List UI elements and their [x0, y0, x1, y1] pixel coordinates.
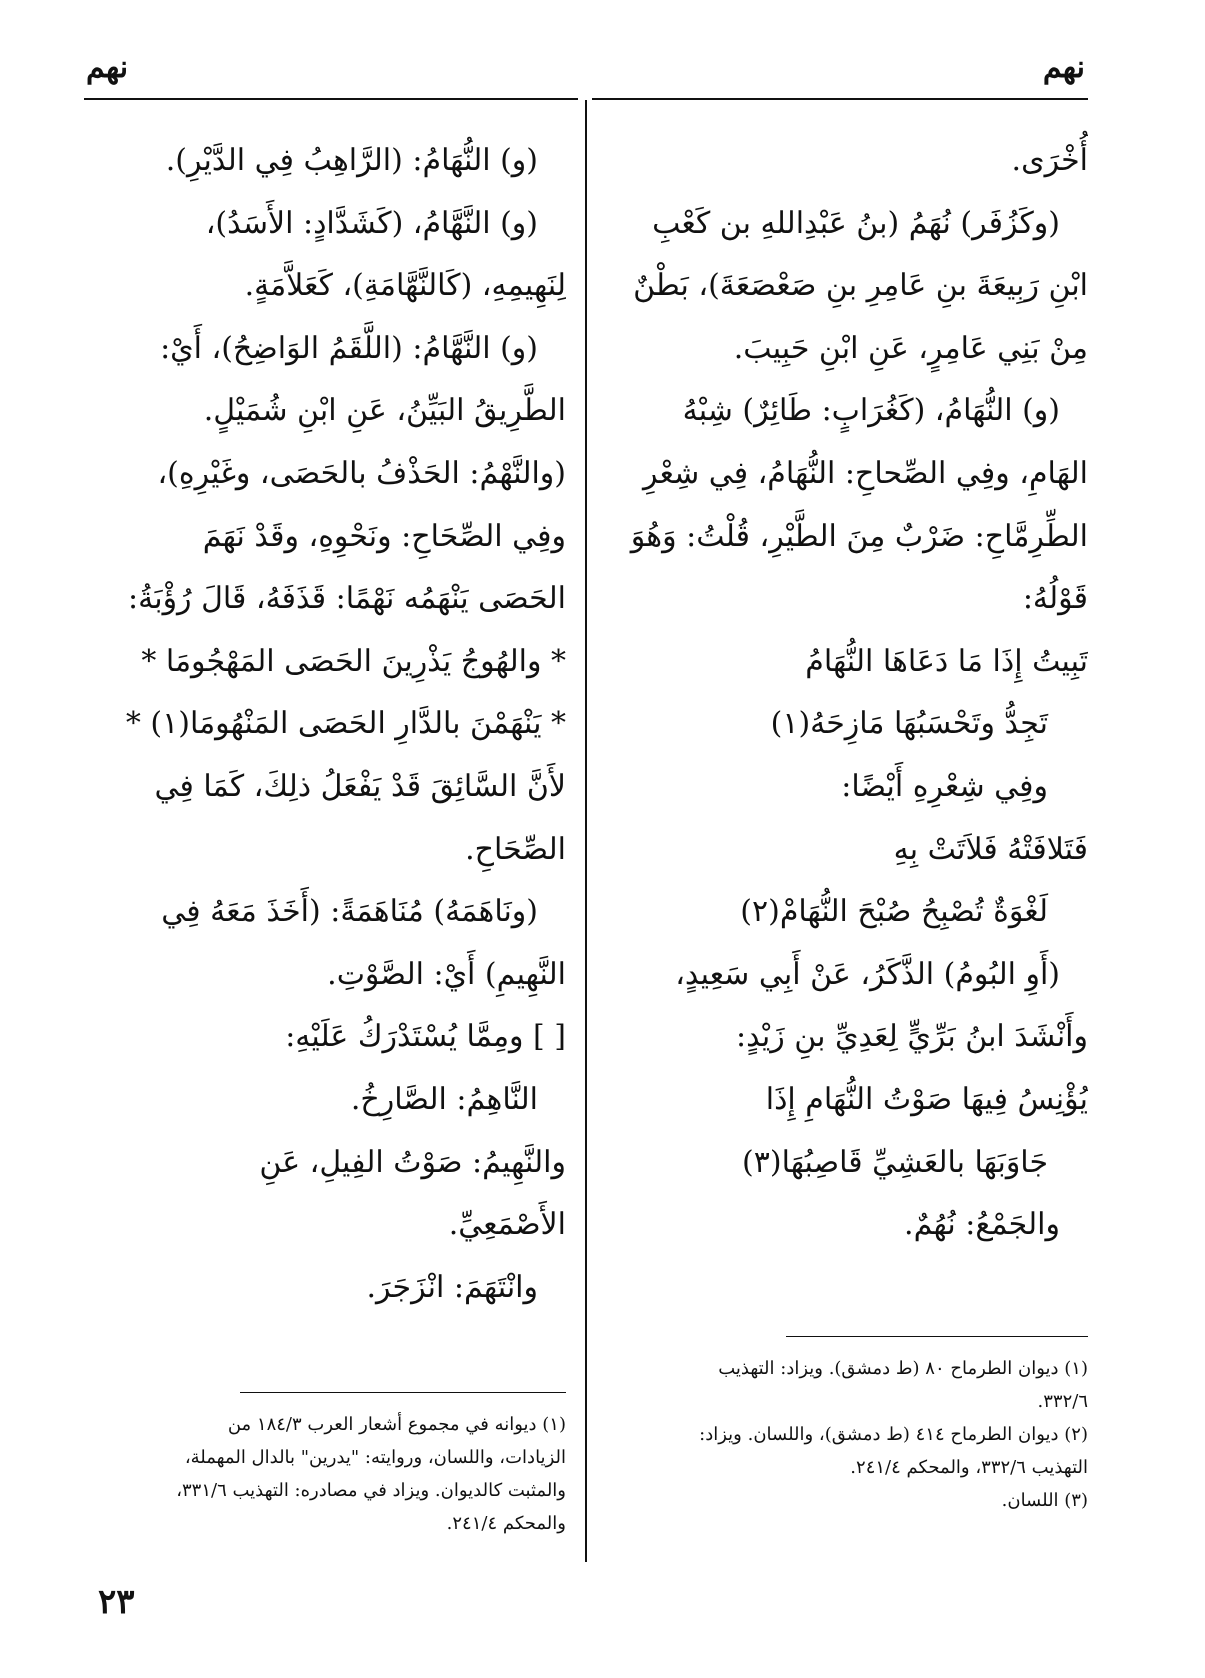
text-line: (و) النُّهَامُ، (كَغُرَابٍ: طَائِرٌ) شِبْهُ	[682, 393, 1060, 429]
footnote-rule-right	[786, 1336, 1088, 1337]
verse-line: * يَنْهَمْنَ بالدَّارِ الحَصَى المَنْهُومَا(١) *	[125, 706, 566, 742]
footnote-rule-left	[240, 1392, 566, 1393]
text-line: لِنَهِيمِهِ، (كَالنَّهَّامَةِ)، كَعَلاَّمَةٍ.	[244, 268, 566, 304]
footnote-line: والمثبت كالديوان. ويزاد في مصادره: التهذيب ٣٣١/٦،	[176, 1480, 566, 1501]
text-line: لأَنَّ السَّائِقَ قَدْ يَفْعَلُ ذلِكَ، كَمَا فِي	[154, 768, 566, 804]
footnote-line: (٢) ديوان الطرماح ٤١٤ (ط دمشق)، واللسان. ويزاد:	[699, 1424, 1088, 1445]
left-column	[84, 130, 566, 1319]
footnote-line: (١) ديوان الطرماح ٨٠ (ط دمشق). ويزاد: التهذيب	[718, 1358, 1088, 1379]
text-line: النَّهِيمِ) أَيْ: الصَّوْتِ.	[327, 956, 566, 992]
text-line: (ونَاهَمَهُ) مُنَاهَمَةً: (أَخَذَ مَعَهُ فِي	[161, 894, 538, 930]
text-line: الأَصْمَعِيِّ.	[448, 1207, 566, 1243]
page-number: ٢٣	[98, 1582, 135, 1622]
text-line: [ ] ومِمَّا يُسْتَدْرَكُ عَلَيْهِ:	[285, 1019, 566, 1055]
text-line: (و) النَّهَّامُ: (اللَّقَمُ الوَاضِحُ)، أَيْ:	[160, 330, 538, 366]
verse-line: فَتَلافَتْهُ فَلاَتَتْ بِهِ	[893, 831, 1088, 867]
text-line: والجَمْعُ: نُهُمٌ.	[904, 1207, 1060, 1243]
header-rule-right	[592, 98, 1088, 100]
verse-line: جَاوَبَهَا بالعَشِيِّ قَاصِبُهَا(٣)	[742, 1144, 1048, 1180]
verse-line: * والهُوجُ يَذْرِينَ الحَصَى المَهْجُومَا *	[141, 643, 566, 679]
footnote-line: الزيادات، واللسان، وروايته: "يدرين" بالدال المهملة،	[184, 1447, 566, 1468]
verse-line: تَجِدُّ وتَحْسَبُهَا مَازِحَهُ(١)	[770, 706, 1048, 742]
column-divider	[585, 100, 587, 1562]
verse-line: تَبِيتُ إِذَا مَا دَعَاهَا النُّهَامُ	[805, 643, 1088, 679]
text-line: ابْنِ رَبِيعَةَ بنِ عَامِرِ بنِ صَعْصَعَةَ)، بَطْنٌ	[633, 268, 1088, 304]
verse-line: لَغْوَةٌ تُصْبِحُ صُبْحَ النُّهَامْ(٢)	[740, 894, 1048, 930]
left-footnotes	[84, 1408, 566, 1540]
text-line: الهَامِ، وفِي الصِّحاحِ: النُّهَامُ، فِي شِعْرِ	[643, 455, 1088, 491]
text-line: (أَوِ البُومُ) الذَّكَرُ، عَنْ أَبِي سَعِيدٍ،	[675, 956, 1060, 992]
text-line: وأَنْشَدَ ابنُ بَرِّيٍّ لِعَدِيِّ بنِ زَيْدٍ:	[736, 1019, 1088, 1055]
footnote-line: ٣٣٢/٦.	[1037, 1391, 1088, 1412]
right-column	[620, 130, 1088, 1257]
right-footnotes	[620, 1352, 1088, 1517]
text-line: (وكَزُفَر) نُهَمُ (بنُ عَبْدِاللهِ بن كَعْبِ	[652, 205, 1060, 241]
text-line: مِنْ بَنِي عَامِرٍ، عَنِ ابْنِ حَبِيبَ.	[733, 330, 1088, 366]
text-line: (والنَّهْمُ: الحَذْفُ بالحَصَى، وغَيْرِهِ)،	[157, 455, 566, 491]
text-line: الحَصَى يَنْهَمُه نَهْمًا: قَذَفَهُ، قَالَ رُؤْبَةُ:	[128, 581, 566, 617]
text-line: الطِّرِمَّاحِ: ضَرْبٌ مِنَ الطَّيْرِ، قُلْتُ: وَهُوَ	[630, 518, 1088, 554]
header-root-word-right: نهم	[1042, 50, 1085, 85]
footnote-line: التهذيب ٣٣٢/٦، والمحكم ٢٤١/٤.	[850, 1457, 1088, 1478]
footnote-line: والمحكم ٢٤١/٤.	[446, 1513, 566, 1534]
text-line: النَّاهِمُ: الصَّارِخُ.	[350, 1081, 538, 1117]
text-line: قَوْلُهُ:	[1022, 581, 1088, 617]
text-line: وانْتَهَمَ: انْزَجَرَ.	[366, 1269, 538, 1305]
header-rule-left	[84, 98, 578, 100]
text-line: أُخْرَى.	[1011, 143, 1088, 178]
text-line: الصِّحَاحِ.	[465, 831, 566, 867]
footnote-line: (١) ديوانه في مجموع أشعار العرب ١٨٤/٣ من	[227, 1414, 566, 1435]
text-line: (و) النُّهَامُ: (الرَّاهِبُ فِي الدَّيْرِ).	[165, 143, 538, 178]
header-root-word-left: نهم	[86, 50, 129, 85]
verse-line: يُؤْنِسُ فِيهَا صَوْتُ النُّهَامِ إِذَا	[765, 1081, 1088, 1117]
text-line: (و) النَّهَّامُ، (كَشَدَّادٍ: الأَسَدُ)،	[205, 205, 538, 241]
footnote-line: (٣) اللسان.	[1001, 1490, 1088, 1511]
text-line: وفِي شِعْرِهِ أَيْضًا:	[841, 768, 1048, 804]
text-line: والنَّهِيمُ: صَوْتُ الفِيلِ، عَنِ	[259, 1144, 566, 1180]
text-line: وفِي الصِّحَاحِ: ونَحْوِهِ، وقَدْ نَهَمَ	[202, 518, 566, 554]
text-line: الطَّرِيقُ البَيِّنُ، عَنِ ابْنِ شُمَيْلٍ.	[203, 393, 566, 429]
